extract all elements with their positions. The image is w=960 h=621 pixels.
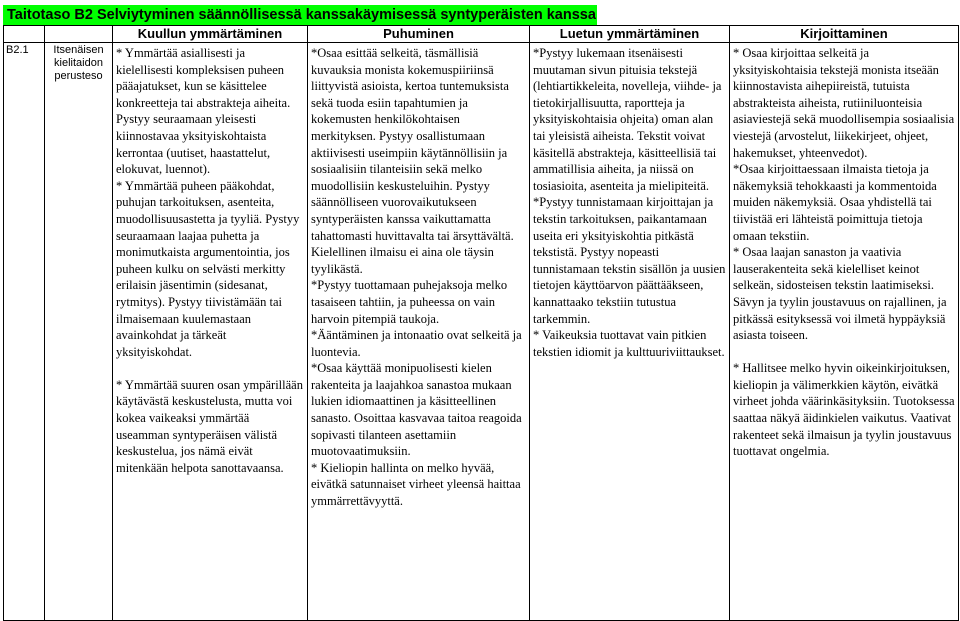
skills-table — [3, 25, 959, 621]
header-puhuminen: Puhuminen — [308, 26, 530, 43]
kuullun-paragraph: * Ymmärtää suuren osan ympärillään käytävästä keskustelusta, mutta voi kokea vaikeaksi ymmärtää useamman syntyperäisen välistä keskustelua, jos nämä eivät mitenkään helpota sanottavaansa. — [116, 377, 303, 475]
kirjoittaminen-paragraph: * Hallitsee melko hyvin oikeinkirjoituksen, kieliopin ja välimerkkien käytön, eivätkä virheet johda väärinkäsityksiin. Tuotoksessa saattaa näkyä äidinkielen vaikutus. Vaativat rakenteet sekä ilmaisun ja tyylin joustavuus tuottavat ongelmia. — [733, 361, 955, 459]
kirjoittaminen-paragraph: * Osaa laajan sanaston ja vaativia lauserakenteita sekä kielelliset keinot selkeän, sidosteisen tekstin laatimiseksi. Sävyn ja tyylin joustavuus on rajallinen, ja pitkässä esityksessä voi ilmetä hyppäyksiä asiasta toiseen. — [733, 245, 947, 343]
level-row — [4, 43, 959, 621]
puhuminen-paragraph: *Osaa esittää selkeitä, täsmällisiä kuvauksia monista kokemuspiiriinsä liittyvistä asioista, kertoa tuntemuksista sekä tuoda esiin tapahtumien ja kokemusten henkilökohtaisen merkityksen. Pystyy osallistumaan aktiivisesti useimpiin käytännöllisiin ja sosiaalisiin tilanteisiin sekä melko muodollisiin keskusteluihin. Pystyy säännölliseen vuorovaikutukseen syntyperäisten kanssa vaikuttamatta tahattomasti huvittavalta tai ärsyttävältä. Kielellinen ilmaisu ei aina ole täysin tyylikästä. — [311, 46, 514, 276]
cell-kuullun — [113, 43, 308, 621]
header-luetun: Luetun ymmärtäminen — [530, 26, 730, 43]
level-category: Itsenäisen kielitaidon perusteso — [45, 43, 113, 621]
level-title: Taitotaso B2 Selviytyminen säännöllisessä kanssakäymisessä syntyperäisten kanssa — [3, 5, 597, 25]
luetun-paragraph: *Pystyy tunnistamaan kirjoittajan ja tekstin tarkoituksen, paikantamaan useita eri yksityiskohtia pitkästä tekstistä. Pystyy nopeasti tunnistamaan tekstin sisällön ja uusien tietojen käyttöarvon päättääkseen, kannattaako tekstiin tutustua tarkemmin. — [533, 195, 726, 326]
header-kirjoittaminen: Kirjoittaminen — [730, 26, 959, 43]
puhuminen-paragraph: * Kieliopin hallinta on melko hyvää, eivätkä satunnaiset virheet yleensä haittaa ymmärrettävyyttä. — [311, 460, 521, 509]
header-empty-category — [45, 26, 113, 43]
luetun-paragraph: * Vaikeuksia tuottavat vain pitkien tekstien idiomit ja kulttuuriviittaukset. — [533, 328, 725, 359]
header-row — [4, 26, 959, 43]
kirjoittaminen-paragraph: *Osaa kirjoittaessaan ilmaista tietoja ja näkemyksiä tehokkaasti ja kommentoida muiden näkemyksiä. Osaa yhdistellä tai tiivistää eri lähteistä poimittuja tietoja omaan tekstiin. — [733, 162, 937, 243]
kirjoittaminen-paragraph: * Osaa kirjoittaa selkeitä ja yksityiskohtaisia tekstejä monista itseään kiinnostavista aihepiireistä, tutuista abstrakteista aiheista, rutiiniluonteisia asiaviestejä sekä muodollisempia sosiaalisia viestejä (arvostelut, liikekirjeet, ohjeet, hakemukset, yhteenvedot). — [733, 46, 955, 160]
level-code: B2.1 — [4, 43, 45, 621]
cell-luetun — [530, 43, 730, 621]
cell-kirjoittaminen — [730, 43, 959, 621]
kuullun-paragraph: * Ymmärtää asiallisesti ja kielellisesti kompleksisen puheen pääajatukset, kun se käsittelee konkreetteja tai abstrakteja aiheita. Pystyy seuraamaan yleisesti kiinnostavaa yksityiskohtaista kerrontaa (uutiset, haastattelut, elokuvat, luennot). — [116, 46, 291, 177]
header-empty-level — [4, 26, 45, 43]
puhuminen-paragraph: *Pystyy tuottamaan puhejaksoja melko tasaiseen tahtiin, ja puheessa on vain harvoin pitempiä taukoja. — [311, 278, 508, 326]
puhuminen-paragraph: *Osaa käyttää monipuolisesti kielen rakenteita ja laajahkoa sanastoa mukaan lukien idiomaattinen ja käsitteellinen sanasto. Osoittaa kasvavaa taitoa reagoida sopivasti tilanteen asettamiin muotovaatimuksiin. — [311, 361, 522, 459]
puhuminen-paragraph: *Ääntäminen ja intonaatio ovat selkeitä ja luontevia. — [311, 328, 522, 359]
header-kuullun: Kuullun ymmärtäminen — [113, 26, 308, 43]
cell-puhuminen — [308, 43, 530, 621]
luetun-paragraph: *Pystyy lukemaan itsenäisesti muutaman sivun pituisia tekstejä (lehtiartikkeleita, novelleja, viihde- ja tietokirjallisuutta, raportteja ja yksityiskohtaisia ohjeita) oman alan tai yleisistä aiheista. Tekstit voivat käsitellä abstrakteja, käsitteellisiä tai ammatillisia aiheita, ja niissä on tosiasioita, asenteita ja mielipiteitä. — [533, 46, 722, 193]
kuullun-paragraph: * Ymmärtää puheen pääkohdat, puhujan tarkoituksen, asenteita, muodollisuusastetta ja tyyliä. Pystyy seuraamaan laajaa puhetta ja monimutkaista argumentointia, jos puheen kulku on selvästi merkitty erilaisin jäsentimin (sidesanat, rytmitys). Pystyy tiivistämään tai ilmaisemaan kuulemastaan avainkohdat ja tärkeät yksityiskohdat. — [116, 178, 300, 359]
